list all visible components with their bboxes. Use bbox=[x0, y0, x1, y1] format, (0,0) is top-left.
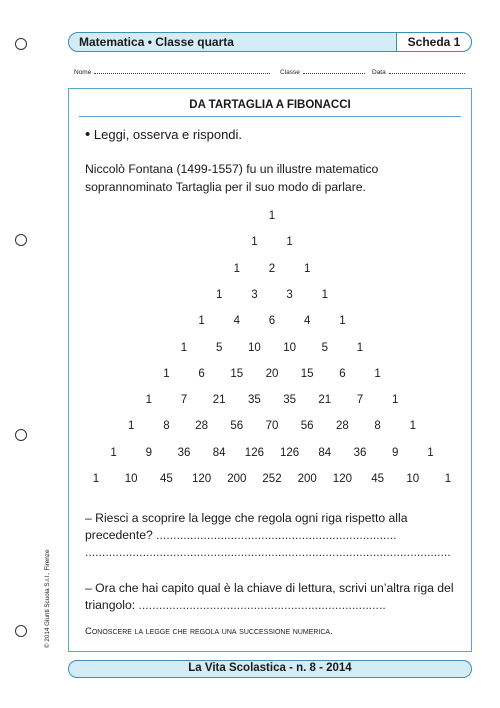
triangle-number: 6 bbox=[339, 367, 346, 380]
binder-hole-icon bbox=[15, 38, 27, 50]
triangle-number: 70 bbox=[265, 420, 279, 433]
triangle-number: 10 bbox=[247, 341, 261, 354]
triangle-number: 45 bbox=[371, 473, 384, 485]
triangle-number: 6 bbox=[268, 315, 276, 328]
triangle-number: 28 bbox=[335, 420, 349, 433]
triangle-number: 36 bbox=[353, 446, 367, 459]
triangle-number: 1 bbox=[356, 341, 364, 354]
learning-objective: Conoscere la legge che regola una successione numerica. bbox=[85, 626, 333, 637]
answer-line[interactable]: ....................................................................... bbox=[156, 528, 397, 542]
triangle-number: 120 bbox=[192, 473, 212, 485]
date-field[interactable] bbox=[372, 68, 465, 76]
worksheet-panel bbox=[68, 88, 472, 652]
date-label: Data bbox=[372, 69, 386, 76]
triangle-number: 1 bbox=[163, 367, 170, 380]
triangle-number: 1 bbox=[145, 394, 152, 407]
triangle-number: 5 bbox=[321, 341, 328, 354]
binder-hole-icon bbox=[15, 429, 27, 441]
triangle-number: 6 bbox=[198, 367, 205, 380]
triangle-number: 7 bbox=[356, 394, 364, 407]
triangle-number: 15 bbox=[230, 367, 244, 380]
triangle-number: 1 bbox=[215, 288, 223, 301]
triangle-number: 20 bbox=[265, 367, 279, 380]
binder-hole-icon bbox=[15, 234, 27, 246]
triangle-number: 36 bbox=[177, 446, 191, 459]
triangle-number: 84 bbox=[318, 446, 332, 459]
triangle-number: 1 bbox=[374, 367, 381, 380]
bullet-icon: • bbox=[85, 126, 91, 143]
triangle-number: 45 bbox=[159, 473, 173, 485]
triangle-number: 1 bbox=[180, 341, 188, 354]
triangle-number: 1 bbox=[339, 315, 346, 328]
triangle-number: 56 bbox=[230, 420, 244, 433]
triangle-number: 252 bbox=[262, 473, 282, 485]
triangle-number: 1 bbox=[391, 394, 399, 407]
triangle-number: 35 bbox=[283, 394, 296, 407]
triangle-number: 1 bbox=[233, 262, 240, 275]
footer-text: La Vita Scolastica - n. 8 - 2014 bbox=[188, 662, 352, 674]
instruction-text: Leggi, osserva e rispondi. bbox=[93, 127, 243, 142]
triangle-number: 8 bbox=[374, 420, 381, 433]
triangle-number: 1 bbox=[251, 236, 258, 249]
class-field[interactable] bbox=[280, 68, 365, 76]
triangle-number: 8 bbox=[163, 420, 170, 433]
triangle-number: 4 bbox=[303, 315, 311, 328]
worksheet-title: DA TARTAGLIA A FIBONACCI bbox=[189, 99, 351, 111]
triangle-number: 1 bbox=[268, 210, 276, 222]
question-2-text: – Ora che hai capito qual è la chiave di lettura, scrivi un’altra riga del triangolo: bbox=[85, 581, 454, 612]
question-2 bbox=[85, 580, 465, 614]
triangle-number: 84 bbox=[212, 446, 226, 459]
triangle-number: 10 bbox=[406, 473, 420, 485]
triangle-number: 4 bbox=[233, 315, 240, 328]
triangle-number: 10 bbox=[124, 473, 138, 485]
question-1 bbox=[85, 510, 465, 561]
triangle-number: 200 bbox=[227, 473, 247, 485]
answer-line[interactable]: ............................................................................................................ bbox=[85, 545, 451, 559]
triangle-number: 56 bbox=[300, 420, 314, 433]
triangle-number: 126 bbox=[280, 446, 300, 459]
triangle-number: 1 bbox=[286, 236, 293, 249]
intro-paragraph: Niccolò Fontana (1499-1557) fu un illustre matematico soprannominato Tartaglia per il suo modo di parlare. bbox=[85, 162, 379, 194]
name-label: Nome bbox=[74, 69, 92, 76]
triangle-number: 7 bbox=[180, 394, 188, 407]
triangle-number: 1 bbox=[444, 473, 452, 485]
triangle-number: 21 bbox=[318, 394, 332, 407]
footer-bar bbox=[68, 660, 472, 678]
triangle-number: 15 bbox=[300, 367, 314, 380]
triangle-number: 1 bbox=[303, 262, 311, 275]
triangle-number: 120 bbox=[332, 473, 352, 485]
triangle-number: 21 bbox=[212, 394, 226, 407]
header-bar bbox=[68, 32, 472, 52]
name-field[interactable] bbox=[74, 68, 270, 76]
class-label: Classe bbox=[280, 69, 300, 76]
question-1-text: – Riesci a scoprire la legge che regola ogni riga rispetto alla precedente? bbox=[85, 511, 408, 542]
triangle-number: 28 bbox=[195, 420, 208, 433]
triangle-number: 3 bbox=[251, 288, 258, 301]
triangle-number: 1 bbox=[321, 288, 328, 301]
triangle-number: 2 bbox=[268, 262, 276, 275]
triangle-number: 35 bbox=[247, 394, 261, 407]
triangle-number: 9 bbox=[391, 446, 399, 459]
triangle-number: 1 bbox=[110, 446, 117, 459]
copyright-notice: © 2014 Giunti Scuola S.r.l., Firenze bbox=[44, 549, 51, 648]
sheet-label: Scheda 1 bbox=[407, 35, 461, 49]
triangle-number: 1 bbox=[198, 315, 205, 328]
binder-hole-icon bbox=[15, 625, 27, 637]
triangle-number: 200 bbox=[297, 473, 317, 485]
triangle-number: 1 bbox=[427, 446, 434, 459]
subject-title: Matematica • Classe quarta bbox=[79, 35, 234, 49]
triangle-number: 126 bbox=[244, 446, 264, 459]
triangle-number: 9 bbox=[145, 446, 152, 459]
triangle-number: 1 bbox=[409, 420, 416, 433]
sheet-badge bbox=[396, 32, 472, 52]
answer-line[interactable]: ......................................................................... bbox=[138, 598, 386, 612]
triangle-number: 10 bbox=[283, 341, 296, 354]
triangle-number: 5 bbox=[215, 341, 223, 354]
pascal-triangle bbox=[69, 89, 473, 489]
triangle-number: 1 bbox=[127, 420, 135, 433]
triangle-number: 3 bbox=[286, 288, 293, 301]
triangle-number: 1 bbox=[92, 473, 100, 485]
